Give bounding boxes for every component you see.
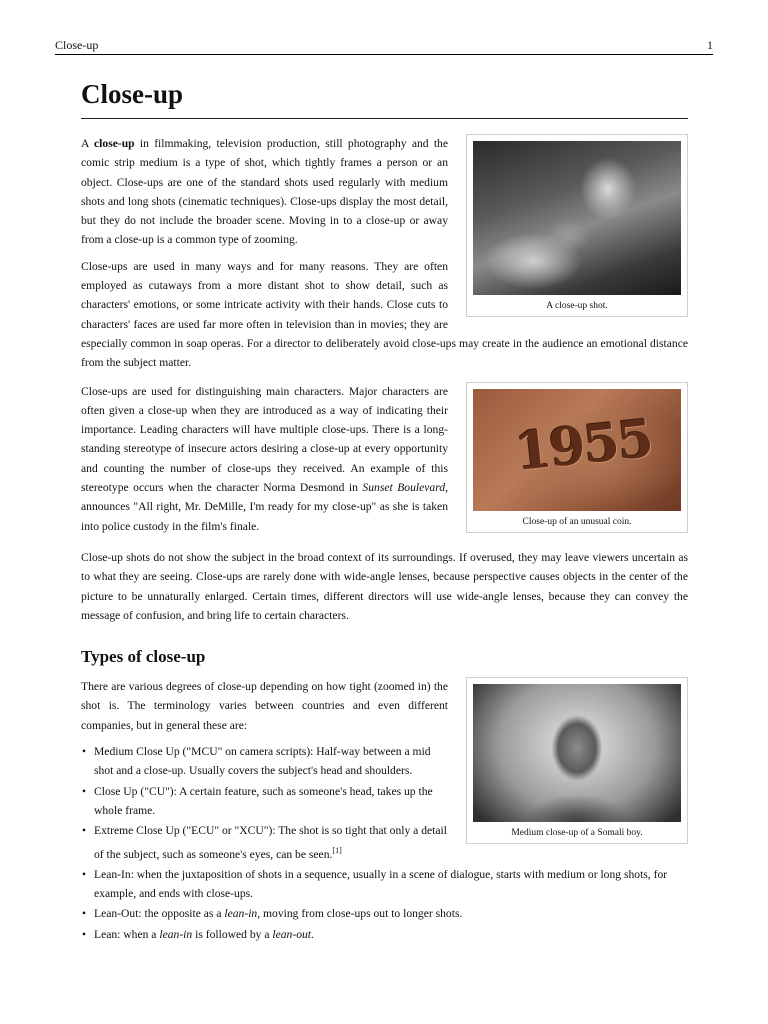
figure-caption: Medium close-up of a Somali boy.: [511, 828, 643, 839]
text-run: , announces "All right, Mr. DeMille, I'm ready for my close-up" as she is taken into police custody in the film's finale.: [81, 481, 448, 533]
text-run: Lean: when a: [94, 927, 160, 941]
text-run: Extreme Close Up ("ECU" or "XCU"): The shot is so tight that only a detail of the subject, such as someone's eyes, can be seen.: [94, 824, 447, 861]
page-number: 1: [707, 38, 713, 52]
figure-coin: [466, 382, 688, 533]
figure-caption: Close-up of an unusual coin.: [522, 516, 632, 527]
figure-caption: A close-up shot.: [546, 301, 608, 311]
close-up-man-image: [473, 141, 681, 295]
text-run: A: [81, 137, 95, 150]
film-title: Sunset Boulevard: [362, 481, 446, 495]
paragraph-degrees: There are various degrees of close-up depending on how tight (zoomed in) the shot is. The terminology varies between countries and even different companies, but in general these are:: [81, 680, 448, 732]
running-header: [55, 38, 713, 55]
shot-types-list: [81, 742, 688, 944]
paragraph-context: Close-up shots do not show the subject in the broad context of its surroundings. If overused, they may leave viewers uncertain as to what they are seeing. Close-ups are rarely done with wide-angle lenses, because perspective causes objects in the center of the picture to be unnaturally enlarged. Certain times, different directors will use wide-angle lenses, because they can convey the message of confusion, and bring life to certain characters.: [81, 550, 688, 622]
italic-term: lean-out: [272, 927, 312, 941]
list-item: [94, 925, 688, 944]
list-item: • Medium Close Up ("MCU" on camera scripts): Half-way between a mid shot and a close-up. Usually covers the subject's head and shoulders.: [94, 742, 688, 781]
coin-year: 1955: [512, 407, 655, 483]
text-run: , moving from close-ups out to longer shots.: [257, 907, 463, 921]
italic-term: lean-in: [224, 907, 258, 921]
list-item: • Close Up ("CU"): A certain feature, such as someone's head, takes up the whole frame.: [94, 782, 688, 821]
reference-link[interactable]: [1]: [332, 845, 342, 855]
section-heading: Types of close-up: [81, 647, 206, 667]
list-item: • Lean-In: when the juxtaposition of shots in a sequence, usually in a scene of dialogue, starts with medium or long shots, for example, and ends with close-ups.: [94, 865, 688, 904]
text-run: Close-ups are used for distinguishing main characters. Major characters are often given a close-up when they are introduced as a way of indicating their importance. Leading characters will have multiple close-ups. There is a long-standing stereotype of insecure actors desiring a close-up at every opportunity and counting the number of close-ups they received. An example of this stereotype occurs when the character Norma Desmond in: [81, 384, 448, 495]
article-body: [81, 76, 688, 945]
paragraph-usage: Close-ups are used in many ways and for many reasons. They are often employed as cutaways from a more distant shot to show detail, such as characters' emotions, or some intricate activity with their hands. Close cuts to characters' faces are used far more often in television than in movies; they are especially common in soap operas. For a director to deliberately avoid close-ups may create in the audience an emotional distance from the subject matter.: [81, 259, 688, 370]
article-title: Close-up: [81, 76, 688, 119]
types-section: [81, 677, 688, 944]
italic-term: lean-in: [159, 927, 193, 941]
characters-section: [81, 382, 688, 543]
figure-close-up-shot: [466, 134, 688, 317]
text-run: .: [311, 927, 314, 941]
list-item: [94, 821, 688, 863]
text-run: Lean-Out: the opposite as a: [94, 907, 225, 921]
text-run: in filmmaking, television production, still photography and the comic strip medium is a type of shot, which tightly frames a person or an object. Close-ups are one of the standard shots used regularly with medium shots and long shots (cinematic techniques). Close-ups display the most detail, but they do not include the broader scene. Moving in to a close-up or away from a close-up is a common type of zooming.: [81, 137, 449, 247]
intro-section: [81, 134, 688, 373]
text-run: is followed by a: [192, 927, 273, 941]
bold-term: close-up: [94, 137, 135, 150]
coin-image: [473, 389, 681, 511]
running-header-title: Close-up: [55, 38, 99, 52]
list-item: [94, 904, 688, 923]
